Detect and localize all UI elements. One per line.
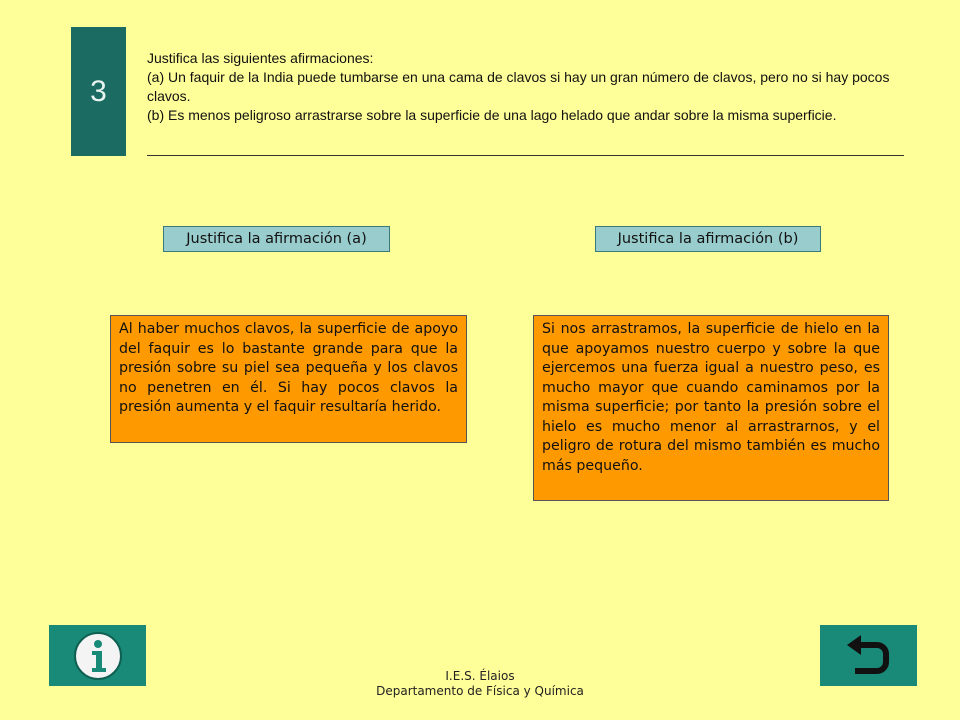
- answer-a-panel: Al haber muchos clavos, la superficie de apoyo del faquir es lo bastante grande para que la presión sobre su piel sea pequeña y los clavos no penetren en él. Si hay pocos clavos la presión aumenta y el faquir resultaría herido.: [110, 315, 467, 443]
- prompt-intro: Justifica las siguientes afirmaciones:: [147, 50, 374, 66]
- justify-a-button[interactable]: Justifica la afirmación (a): [163, 226, 390, 252]
- slide-number: 3: [90, 74, 107, 108]
- prompt-statement-b: (b) Es menos peligroso arrastrarse sobre la superficie de una lago helado que andar sobre la misma superficie.: [147, 107, 837, 123]
- divider: [147, 155, 904, 156]
- footer-school: I.E.S. Élaios: [445, 669, 515, 683]
- slide-number-badge: [71, 27, 126, 156]
- answer-b-panel: Si nos arrastramos, la superficie de hielo en la que apoyamos nuestro cuerpo y sobre la que ejercemos una fuerza igual a nuestro peso, es mucho mayor que cuando caminamos por la misma superficie; por tanto la presión sobre el hielo es mucho menor al arrastrarnos, y el peligro de rotura del mismo también es mucho más pequeño.: [533, 315, 889, 501]
- footer-department: Departamento de Física y Química: [376, 684, 584, 698]
- justify-b-button[interactable]: Justifica la afirmación (b): [595, 226, 821, 252]
- question-prompt: [147, 49, 907, 125]
- prompt-statement-a: (a) Un faquir de la India puede tumbarse en una cama de clavos si hay un gran número de clavos, pero no si hay pocos clavos.: [147, 69, 890, 104]
